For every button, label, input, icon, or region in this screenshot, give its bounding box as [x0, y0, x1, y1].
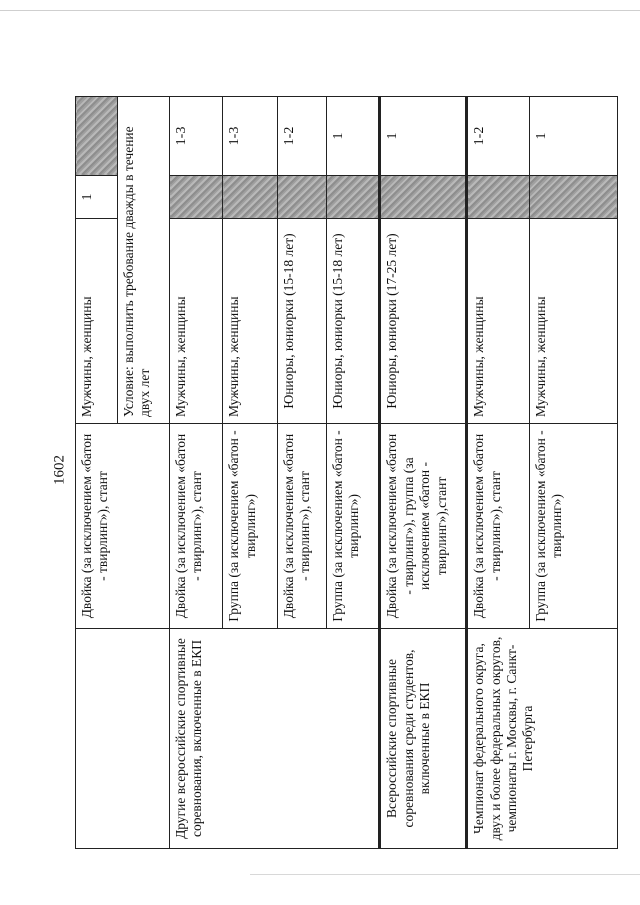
places-cell: 1: [529, 97, 617, 176]
page-number: 1602: [51, 455, 68, 485]
age-cell: Юниоры, юниорки (15-18 лет): [277, 219, 326, 424]
discipline-cell: Двойка (за исключением «батон - твирлинг»), стант: [76, 424, 170, 629]
count-cell-shaded: [277, 176, 326, 219]
places-cell: 1-3: [170, 97, 223, 176]
table-row: [76, 97, 118, 849]
count-cell-shaded: [529, 176, 617, 219]
age-cell: Мужчины, женщины: [467, 219, 530, 424]
discipline-cell: Двойка (за исключением «батон - твирлинг»), стант: [170, 424, 223, 629]
discipline-cell: Двойка (за исключением «батон - твирлинг»), группа (за исключением «батон - твирлинг»),стант: [380, 424, 467, 629]
count-cell-shaded: [467, 176, 530, 219]
places-cell: 1-3: [223, 97, 278, 176]
scan-edge-top: [0, 10, 640, 11]
discipline-cell: Двойка (за исключением «батон - твирлинг»), стант: [467, 424, 530, 629]
age-cell: Юниоры, юниорки (17-25 лет): [380, 219, 467, 424]
places-cell-shaded: [76, 97, 118, 176]
condition-cell: Условие: выполнить требование дважды в течение двух лет: [117, 97, 169, 424]
discipline-cell: Двойка (за исключением «батон - твирлинг»), стант: [277, 424, 326, 629]
places-cell: 1: [380, 97, 467, 176]
places-cell: 1-2: [467, 97, 530, 176]
age-cell: Юниоры, юниорки (15-18 лет): [326, 219, 379, 424]
discipline-cell: Группа (за исключением «батон - твирлинг»): [529, 424, 617, 629]
event-cell: Всероссийские спортивные соревнования среди студентов, включенные в ЕКП: [380, 629, 467, 849]
count-cell-shaded: [170, 176, 223, 219]
count-cell-shaded: [326, 176, 379, 219]
places-cell: 1-2: [277, 97, 326, 176]
age-cell: Мужчины, женщины: [170, 219, 223, 424]
age-cell: Мужчины, женщины: [223, 219, 278, 424]
table-row: [170, 97, 223, 849]
event-cell: Чемпионат федерального округа, двух и более федеральных округов, чемпионаты г. Москвы, г. Санкт-Петербурга: [467, 629, 618, 849]
age-cell: Мужчины, женщины: [529, 219, 617, 424]
scan-edge-bottom: [250, 874, 640, 875]
age-cell: Мужчины, женщины: [76, 219, 118, 424]
discipline-cell: Группа (за исключением «батон - твирлинг»): [326, 424, 379, 629]
event-cell: [76, 629, 170, 849]
count-cell-shaded: [223, 176, 278, 219]
discipline-cell: Группа (за исключением «батон - твирлинг»): [223, 424, 278, 629]
rotated-table-container: [75, 97, 618, 849]
count-cell-shaded: [380, 176, 467, 219]
table-row: [380, 97, 467, 849]
requirements-table: [75, 96, 618, 849]
places-cell: 1: [326, 97, 379, 176]
event-cell: Другие всероссийские спортивные соревнования, включенные в ЕКП: [170, 629, 380, 849]
table-row: [467, 97, 530, 849]
count-cell: 1: [76, 176, 118, 219]
